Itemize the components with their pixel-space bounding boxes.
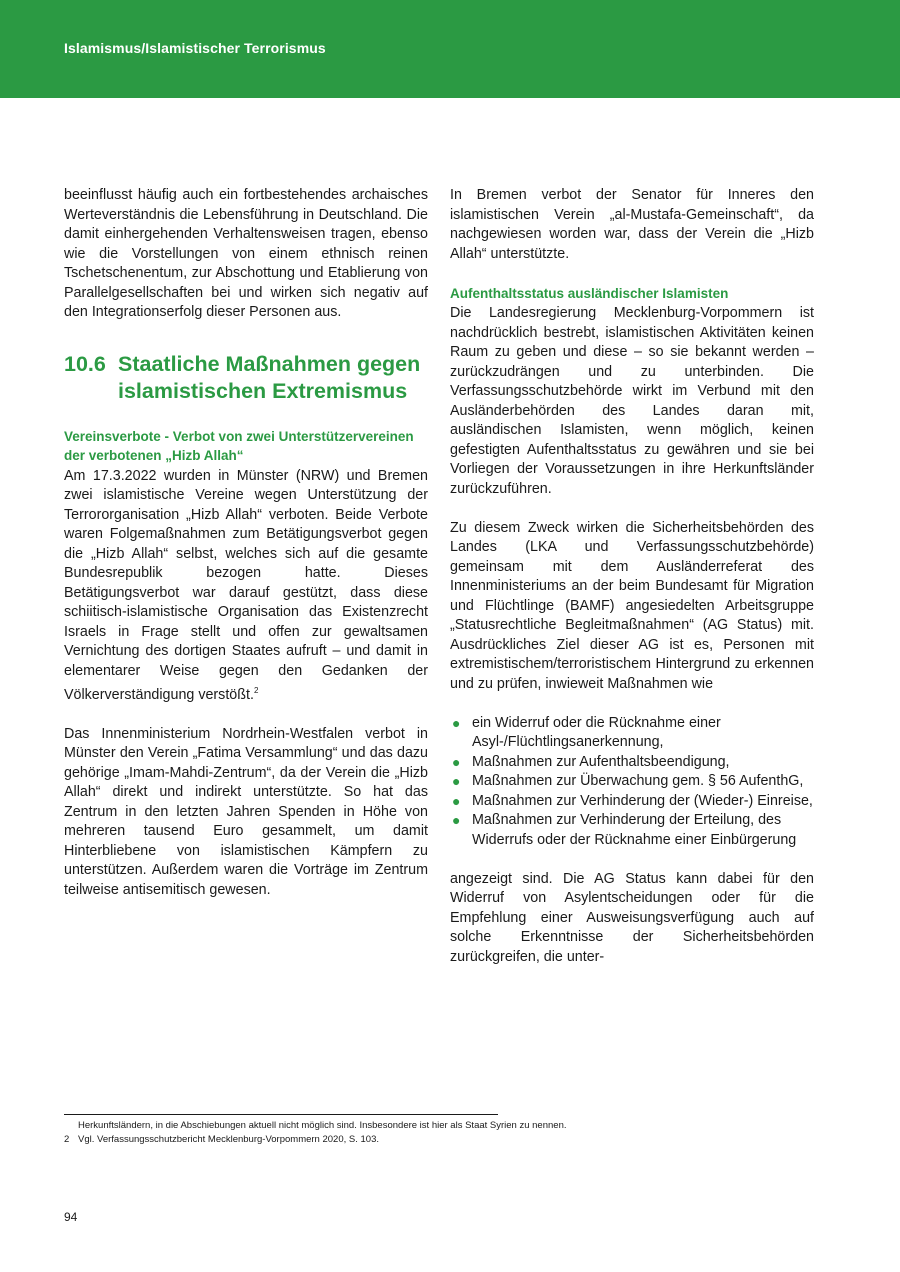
paragraph-bremen: In Bremen verbot der Senator für Inneres den islamistischen Verein „al-Mustafa-Gemeinschaft“, da nachgewiesen worden war, dass der Verein die „Hizb Allah“ unterstützte.	[450, 187, 814, 262]
paragraph-ag-status-continued: angezeigt sind. Die AG Status kann dabei für den Widerruf von Asylentscheidungen oder für die Empfehlung einer Ausweisungsverfügung auch auf solche Erkenntnisse der Sicherheitsbehörden zurückgreifen, die unter-	[450, 870, 814, 965]
list-item-text: Maßnahmen zur Aufenthaltsbeendigung,	[472, 753, 730, 770]
section-number: 10.6	[64, 351, 106, 376]
section-heading	[64, 351, 428, 405]
list-item-text: Maßnahmen zur Verhinderung der Erteilung, des Widerrufs oder der Rücknahme einer Einbürgerung	[472, 812, 797, 848]
subheading-aufenthaltsstatus: Aufenthaltsstatus ausländischer Islamisten	[450, 286, 729, 301]
list-item	[450, 714, 814, 753]
paragraph-mv: Die Landesregierung Mecklenburg-Vorpommern ist nachdrücklich bestrebt, islamistischen Aktivitäten keinen Raum zu geben und diese – so sie bekannt werden – zurückzudrängen und zu unterbinden. Die Verfassungsschutzbehörde wirkt im Verbund mit den Ausländerbehörden des Landes daran mit, ausländischen Islamisten, wenn möglich, keinen gefestigten Aufenthaltsstatus zu gewähren und sie bei Vorliegen der Voraussetzungen in ihre Herkunftsländer zurückzuführen.	[450, 305, 814, 497]
bullet-icon: ●	[452, 812, 461, 828]
footnotes	[64, 1119, 664, 1147]
paragraph-vereinsverbote-text: Am 17.3.2022 wurden in Münster (NRW) und Bremen zwei islamistische Vereine wegen Unterstützung der Terrororganisation „Hizb Allah“ verboten. Beide Verbote waren Folgemaßnahmen zum Betätigungsverbot gegen die „Hizb Allah“ selbst, welches sich auf die gesamte Bundesrepublik bezogen hatte. Dieses Betätigungsverbot war darauf gestützt, dass diese schiitisch-islamistische Organisation das Existenzrecht Israels in Frage stellt und offen zur gewaltsamen Vernichtung des dortigen Staates aufruft – und damit in elementarer Weise gegen den Gedanken der Völkerverständigung verstößt.	[64, 467, 428, 703]
footnote-2-text: Vgl. Verfassungsschutzbericht Mecklenburg-Vorpommern 2020, S. 103.	[78, 1134, 379, 1145]
paragraph-ag-status: Zu diesem Zweck wirken die Sicherheitsbehörden des Landes (LKA und Verfassungsschutzbehörde) gemeinsam mit dem Ausländerreferat des Innenministeriums an der beim Bundesamt für Migration und Flüchtlinge (BAMF) angesiedelten Arbeitsgruppe „Statusrechtliche Begleitmaßnahmen“ (AG Status) mit. Ausdrückliches Ziel dieser AG ist es, Personen mit extremistischem/terroristischem Hintergrund zu erkennen und zu prüfen, inwieweit Maßnahmen wie	[450, 519, 814, 692]
bullet-icon: ●	[452, 753, 461, 770]
list-item	[450, 792, 814, 812]
list-item-text: Maßnahmen zur Verhinderung der (Wieder-) Einreise,	[472, 792, 813, 809]
list-item	[450, 811, 814, 850]
footnote-2	[64, 1133, 664, 1147]
page-number: 94	[64, 1210, 78, 1224]
intro-paragraph: beeinflusst häufig auch ein fortbestehendes archaisches Werteverständnis die Lebensführung in Deutschland. Die damit einhergehenden Verhaltensweisen tragen, ebenso wie die Vorstellungen von einem ethnisch reinen Tschetschenentum, zur Abschottung und Etablierung von Parallelgesellschaften bei und wirken sich negativ auf den Integrationserfolg dieser Personen aus.	[64, 187, 428, 320]
running-header-title: Islamismus/Islamistischer Terrorismus	[64, 40, 326, 56]
bullet-icon: ●	[452, 792, 461, 809]
list-item-text: ein Widerruf oder die Rücknahme einer Asyl-/Flüchtlingsanerkennung,	[472, 714, 721, 750]
subheading-vereinsverbote: Vereinsverbote - Verbot von zwei Unterstützervereinen der verbotenen „Hizb Allah“	[64, 428, 414, 463]
left-column	[64, 186, 428, 900]
section-title: Staatliche Maßnahmen gegen islamistischen Extremismus	[118, 351, 421, 403]
bullet-icon: ●	[452, 714, 461, 731]
footnote-divider	[64, 1114, 498, 1115]
paragraph-nrw: Das Innenministerium Nordrhein-Westfalen verbot in Münster den Verein „Fatima Versammlung“ und das dazu gehörige „Imam-Mahdi-Zentrum“, da der Verein die „Hizb Allah“ direkt und indirekt unterstützte. So hat das Zentrum in den letzten Jahren Spenden in Höhe von mehreren tausend Euro gesammelt, um damit Hinterbliebene von islamistischen Kämpfern zu unterstützen. Außerdem waren die Vorträge im Zentrum teilweise antisemitisch gewesen.	[64, 725, 428, 898]
list-item	[450, 772, 814, 792]
bullet-icon: ●	[452, 773, 461, 789]
list-item-text: Maßnahmen zur Überwachung gem. § 56 AufenthG,	[472, 773, 804, 789]
footnote-continuation: Herkunftsländern, in die Abschiebungen aktuell nicht möglich sind. Insbesondere ist hier als Staat Syrien zu nennen.	[78, 1120, 567, 1131]
paragraph-vereinsverbote	[64, 467, 428, 706]
header-band	[0, 0, 900, 98]
footnote-2-number: 2	[64, 1134, 70, 1145]
measures-list	[450, 714, 814, 851]
list-item	[450, 753, 814, 773]
right-column	[450, 186, 814, 967]
footnote-reference: 2	[253, 686, 259, 695]
